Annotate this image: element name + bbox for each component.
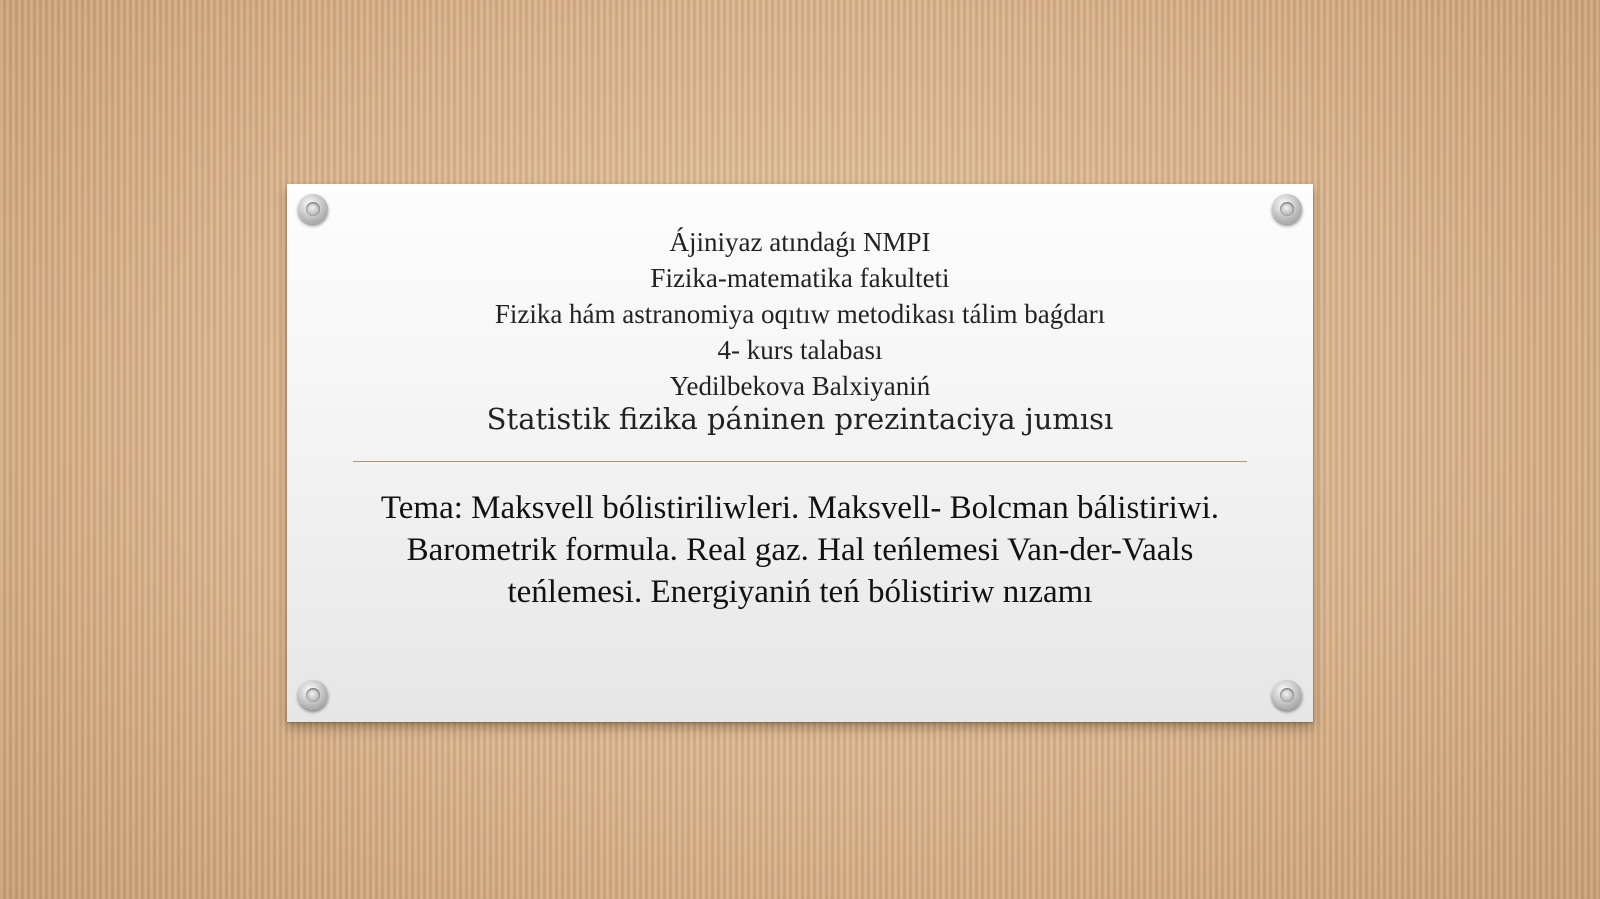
presentation-subtitle: Statistik fizika páninen prezintaciya jumısı — [486, 402, 1114, 436]
course-line: 4- kurs talabası — [717, 335, 883, 365]
screw-icon — [1272, 194, 1302, 224]
program-line: Fizika hám astranomiya oqıtıw metodikası tálim baǵdarı — [494, 299, 1106, 329]
title-plaque — [287, 184, 1313, 722]
screw-icon — [1272, 680, 1302, 710]
topic-title: Tema: Maksvell bólistiriliwleri. Maksvell- Bolcman bálistiriwi. Barometrik formula. Real gaz. Hal teńlemesi Van-der-Vaals teńlemesi. Energiyaniń teń bólistiriw nızamı — [380, 490, 1220, 610]
student-name-line: Yedilbekova Balxiyaniń — [669, 371, 931, 401]
faculty-line: Fizika-matematika fakulteti — [650, 263, 950, 293]
divider-line — [353, 461, 1247, 462]
author-info — [287, 224, 1313, 438]
institute-line: Ájiniyaz atındaǵı NMPI — [669, 227, 931, 257]
screw-icon — [298, 680, 328, 710]
screw-icon — [298, 194, 328, 224]
